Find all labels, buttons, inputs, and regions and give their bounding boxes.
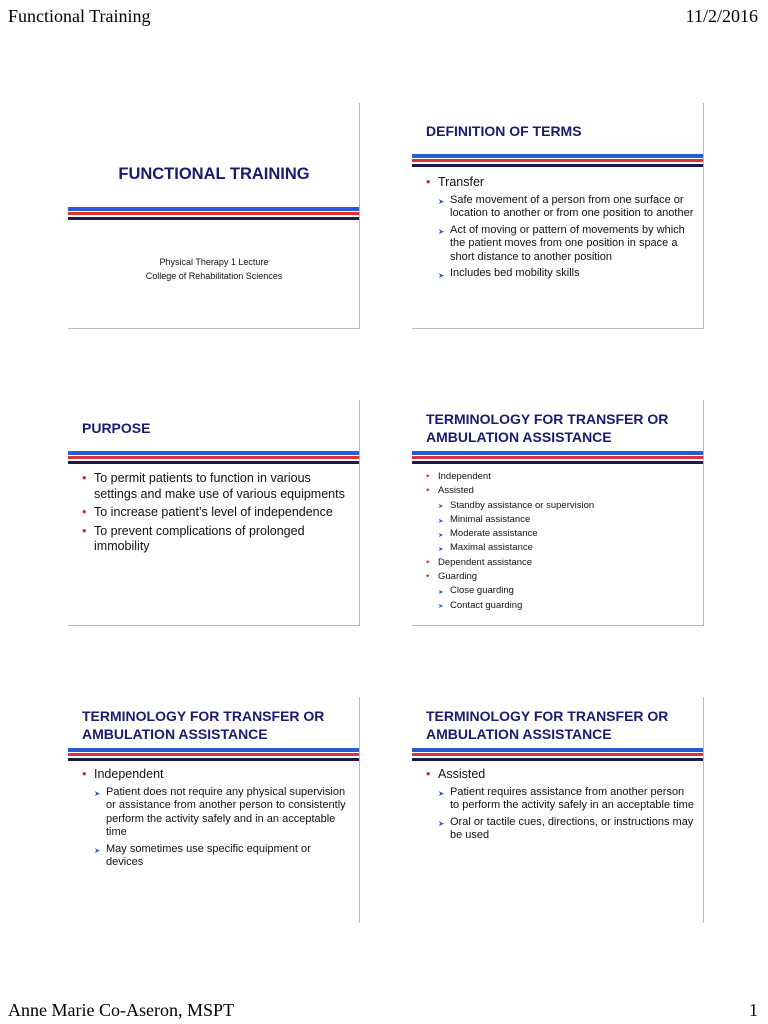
slide-border-right <box>359 697 360 923</box>
sub-bullet-item: ➤ Contact guarding <box>426 599 694 613</box>
bullet-list <box>426 470 694 613</box>
sub-bullet-item: ➤ Maximal assistance <box>426 541 694 555</box>
bullet-list <box>426 767 694 843</box>
document-header-date: 11/2/2016 <box>685 6 758 26</box>
title-divider-bars <box>412 748 704 762</box>
bullet-item: • To increase patient’s level of independence <box>82 505 350 521</box>
title-divider-bars <box>68 207 360 221</box>
sub-bullet-item: ➤ May sometimes use specific equipment or devices <box>82 843 350 870</box>
subtitle-line: College of Rehabilitation Sciences <box>145 271 283 281</box>
document-footer-author: Anne Marie Co-Aseron, MSPT <box>8 1000 234 1020</box>
slide-border-bottom <box>412 328 704 329</box>
slide-border-bottom <box>412 625 704 626</box>
bullet-list <box>426 175 694 281</box>
slide-4 <box>412 400 704 626</box>
bullet-list <box>82 767 350 870</box>
title-divider-bars <box>68 748 360 762</box>
slide-title: TERMINOLOGY FOR TRANSFER OR AMBULATION ASSISTANCE <box>426 411 669 445</box>
slide-border-right <box>703 400 704 626</box>
slide-2 <box>412 103 704 329</box>
sub-bullet-item: ➤ Patient does not require any physical supervision or assistance from another person to consistently perform the activity safely and in an acceptable time <box>82 786 350 840</box>
slide-title: PURPOSE <box>82 420 151 436</box>
slide-title: TERMINOLOGY FOR TRANSFER OR AMBULATION ASSISTANCE <box>426 708 669 742</box>
title-divider-bars <box>68 451 360 465</box>
slide-6 <box>412 697 704 923</box>
slide-border-right <box>359 103 360 329</box>
slide-border-right <box>703 103 704 329</box>
slide-border-right <box>703 697 704 923</box>
sub-bullet-item: ➤ Includes bed mobility skills <box>426 267 694 281</box>
bullet-item: • Assisted <box>426 767 694 783</box>
sub-bullet-item: ➤ Safe movement of a person from one surface or location to another or from one position to another <box>426 194 694 221</box>
sub-bullet-item: ➤ Moderate assistance <box>426 527 694 541</box>
document-header-title: Functional Training <box>8 6 151 26</box>
slide-5 <box>68 697 360 923</box>
bullet-item: • To prevent complications of prolonged immobility <box>82 524 350 555</box>
sub-bullet-item: ➤ Patient requires assistance from another person to perform the activity safely in an acceptable time <box>426 786 694 813</box>
sub-bullet-item: ➤ Minimal assistance <box>426 513 694 527</box>
slide-content <box>426 175 694 284</box>
sub-bullet-item: ➤ Standby assistance or supervision <box>426 499 694 513</box>
slide-subtitle <box>68 255 360 283</box>
slide-border-bottom <box>68 328 360 329</box>
slide-content <box>82 767 350 873</box>
document-footer-page-number: 1 <box>749 1000 758 1020</box>
bullet-item: • Independent <box>82 767 350 783</box>
slide-1 <box>68 103 360 329</box>
bullet-item: • To permit patients to function in various settings and make use of various equipments <box>82 471 350 502</box>
slide-content <box>82 471 350 558</box>
sub-bullet-item: ➤ Close guarding <box>426 584 694 598</box>
title-divider-bars <box>412 451 704 465</box>
slide-content <box>426 767 694 846</box>
title-divider-bars <box>412 154 704 168</box>
slide-title: FUNCTIONAL TRAINING <box>118 165 310 183</box>
slide-border-bottom <box>68 625 360 626</box>
slide-content <box>426 470 694 613</box>
bullet-item: • Transfer <box>426 175 694 191</box>
slide-border-right <box>359 400 360 626</box>
slide-title: TERMINOLOGY FOR TRANSFER OR AMBULATION ASSISTANCE <box>82 708 325 742</box>
bullet-list <box>82 471 350 555</box>
sub-bullet-item: ➤ Oral or tactile cues, directions, or instructions may be used <box>426 816 694 843</box>
bullet-item: • Independent <box>426 470 694 484</box>
bullet-item: • Assisted <box>426 484 694 498</box>
subtitle-line: Physical Therapy 1 Lecture <box>159 257 269 267</box>
bullet-item: • Guarding <box>426 570 694 584</box>
slide-title: DEFINITION OF TERMS <box>426 123 582 139</box>
slide-3 <box>68 400 360 626</box>
bullet-item: • Dependent assistance <box>426 556 694 570</box>
sub-bullet-item: ➤ Act of moving or pattern of movements by which the patient moves from one position in space a short distance to another position <box>426 224 694 265</box>
